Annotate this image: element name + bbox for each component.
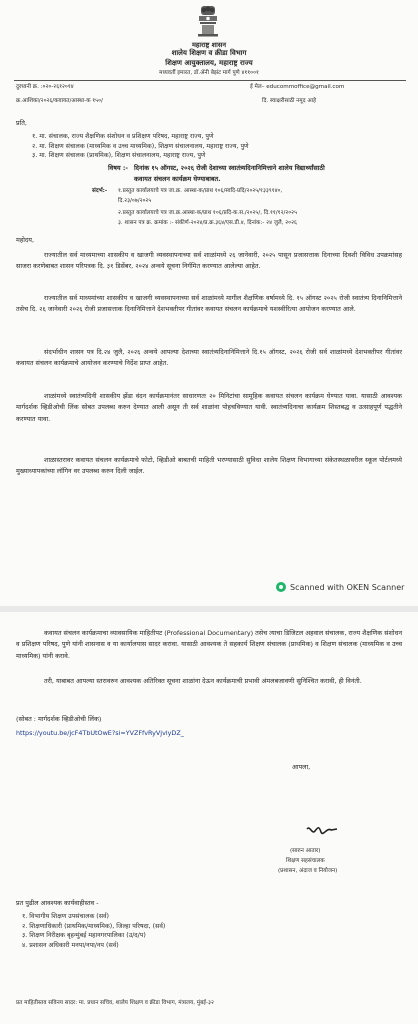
reference-label: संदर्भ:- bbox=[92, 188, 108, 194]
copy-list bbox=[22, 912, 165, 950]
closing-aapla: आपला, bbox=[292, 763, 311, 771]
reference-number: क्र.आशिका/२०२६/कवायत/आस्था-क १५०/ bbox=[16, 98, 103, 104]
signature-icon bbox=[305, 823, 339, 839]
subject-line-1: दिनांक १५ ऑगस्ट, २०२६ रोजी देशाच्या स्वातंत्र्यदिनानिमित्ताने शालेय विद्यार्थ्यांसाठी bbox=[134, 164, 325, 172]
header-divider bbox=[14, 80, 406, 81]
recipient-list bbox=[32, 132, 249, 161]
recipient-item: २. मा. शिक्षण संचालक (माध्यमिक व उच्च माध्यमिक), शिक्षण संचालनालय, महाराष्ट्र राज्य, पुणे bbox=[32, 142, 249, 150]
letterhead-line-2: शालेय शिक्षण व क्रीडा विभाग bbox=[171, 49, 247, 57]
scanner-logo-icon bbox=[276, 582, 286, 592]
scanner-watermark bbox=[276, 582, 404, 592]
paragraph-4: शाळांमध्ये स्वातंत्र्यदिनी शासकीय झेंडा वंदन कार्यक्रमानंतर साधारणतः २० मिनिटांचा सामूहिक कवायत संचलन कार्यक्रम घेण्यात यावा. यासाठी आवश्यक मार्गदर्शक व्हिडीओची लिंक सोबत उपलब्ध करुन देण्यात आली असून ती सर्व शाळांना पोहचविण्यात यावी. स्वातंत्र्यदिनाचा कार्यक्रम शिस्तबद्ध व उत्साहपूर्ण पद्धतीने करण्यात यावा. bbox=[16, 392, 402, 423]
subject-label: विषय :- bbox=[108, 164, 129, 172]
page2-paragraph-1: कवायत संचलन कार्यक्रमाचा व्यावसायिक माहितीपट (Professional Documentary) तसेच त्याचा डिजिटल अहवाल संचालक, राज्य शैक्षणिक संशोधन व प्रशिक्षण परिषद, पुणे यांनी शासनास व या कार्यालयास सादर करावा. यासाठी आवश्यक ते सहकार्य शिक्षण संचालक (प्राथमिक) व शिक्षण संचालक (माध्यमिक व उच्च माध्यमिक) यांनी करावे. bbox=[16, 629, 403, 660]
paragraph-5: शाळास्तरावर कवायत संचलन कार्यक्रमाचे फोटो, व्हिडीओ बाबतची माहिती भरण्यासाठी सुविधा शालेय शिक्षण विभागाच्या संकेतस्थळावरील स्कूल पोर्टलमध्ये मुख्याध्यापकांच्या लॉगिन वर उपलब्ध करुन दिली जाईल. bbox=[16, 456, 402, 476]
reference-item: २.प्रस्तुत कार्यालयाचे पत्र जा.क्र.आस्था-क/प्राथ १०६/प्रदि-क.स./२०२५/, दि.११/१२/२०२५ bbox=[118, 210, 297, 216]
recipient-item: १. मा. संचालक, राज्य शैक्षणिक संशोधन व प्रशिक्षण परिषद, महाराष्ट्र राज्य, पुणे bbox=[32, 133, 214, 140]
reference-item: १.प्रस्तुत कार्यालयाचे पत्र जा.क्र. आस्था-क/प्राथ १०६/स्वदि-प्रदि/२०२५/१३३९१४०, bbox=[118, 188, 283, 194]
phone-number: दुरध्वनी क्र. :०२०-२६१२०१४ bbox=[16, 84, 74, 90]
recipient-item: ३. मा. शिक्षण संचालक (प्राथमिक), शिक्षण संचालनालय, महाराष्ट्र राज्य, पुणे bbox=[32, 152, 206, 159]
letterhead-line-1: महाराष्ट्र शासन bbox=[191, 41, 226, 49]
signatory-department: (प्रशासन, अंदाज व नियोजन) bbox=[278, 868, 338, 874]
scanner-text: Scanned with OKEN Scanner bbox=[290, 582, 405, 592]
prati-label: प्रति, bbox=[16, 119, 27, 127]
subject-line-2: कवायत संचलन कार्यक्रम घेण्याबाबत. bbox=[134, 175, 221, 183]
copy-item: २. शिक्षणाधिकारी (प्राथमिक/माध्यमिक), जिल्हा परिषदा, (सर्व) bbox=[22, 922, 166, 930]
salutation: महोदय, bbox=[16, 236, 35, 244]
reference-item: दि.२३/०७/२०२५ bbox=[118, 198, 152, 204]
info-copy: प्रत माहितीस्तव सविनय सादर: मा. प्रधान सचिव, शालेय शिक्षण व क्रीडा विभाग, मंत्रालय, मुंबई-३२ bbox=[16, 1000, 214, 1006]
signatory-title: शिक्षण सहसंचालक bbox=[286, 858, 325, 864]
letter-page-2 bbox=[0, 612, 418, 1024]
signatory-name: (सारुन आतार) bbox=[290, 848, 321, 854]
copy-item: ३. शिक्षण निरीक्षक बृहन्मुंबई महानगरपालिका (उ/द/प) bbox=[22, 932, 146, 939]
copy-item: १. विभागीय शिक्षण उपसंचालक (सर्व) bbox=[22, 913, 109, 920]
attachment-note: (सोबत : मार्गदर्शक व्हिडीओची लिंक) bbox=[16, 715, 102, 723]
state-emblem-icon bbox=[196, 4, 220, 38]
page2-paragraph-2: तरी, याबाबत आपल्या स्तरावरुन आवश्यक अतिरिक्त सूचना शाळांना देऊन कार्यक्रमाची प्रभावी अंमलबजावणी सुनिश्चित करावी, ही विनंती. bbox=[44, 677, 362, 685]
paragraph-2: राज्यातील सर्व माध्यमांच्या शासकीय व खाजगी व्यवस्थापनाच्या सर्व शाळांमध्ये मागील शैक्षणिक वर्षामध्ये दि. १५ ऑगस्ट २०२५ रोजी स्वातंत्र्य दिनानिमित्ताने तसेच दि. २६ जानेवारी २०२६ रोजी प्रजासत्ताक दिनानिमित्ताने देशभक्तीपर गीतांवर कवायत संचलन कार्यक्रमाचे यशस्वीरित्या आयोजन करण्यात आले. bbox=[16, 294, 402, 314]
letterhead-address: मध्यवर्ती इमारत, डॉ.ॲनी बेझंट मार्ग पुणे ४११००१ bbox=[159, 70, 259, 76]
paragraph-1: राज्यातील सर्व माध्यमाच्या शासकीय व खाजगी व्यवस्थापनाच्या सर्व शाळांमध्ये २६ जानेवारी, २०२५ पासून प्रजासत्ताक दिनाच्या दिवशी विविध उपक्रमांसह साजरा करणेबाबत शासन परिपत्रक दि. ३१ डिसेंबर, २०२४ अन्वये सूचना निर्गमित करण्यात आलेल्या आहेत. bbox=[16, 251, 402, 271]
paragraph-3: संदर्भाधीन शासन पत्र दि.२४ जुलै, २०२६ अन्वये आपल्या देशाच्या स्वातंत्र्यदिनानिमित्ताने दि.१५ ऑगस्ट, २०२६ रोजी सर्व शाळांमध्ये देशभक्तीपर गीतांवर कवायत संचलन कार्यक्रमाचे आयोजन करण्याचे निर्देश प्राप्त आहेत. bbox=[16, 348, 402, 368]
letter-date: दि. स्वाक्षरीसाठी नमूद आहे bbox=[262, 98, 317, 104]
copy-item: ४. प्रशासन अधिकारी मनपा/नपा/नप (सर्व) bbox=[22, 941, 119, 949]
video-link[interactable]: https://youtu.be/jcF4TbUtOwE?si=YVZFfvRyVjvlyDZ_ bbox=[16, 729, 184, 737]
reference-item: ३. शासन पत्र क्र. क्रमांक :- संकीर्ण-२०२४/प्र.क्र.३६४/एस.डी.४, दिनांक:- २४ जुलै, २०२६ bbox=[118, 220, 297, 226]
letterhead-line-3: शिक्षण आयुक्तालय, महाराष्ट्र राज्य bbox=[165, 59, 253, 67]
email-address: ई मेल– educommoffice@gmail.com bbox=[250, 84, 345, 90]
copy-label: प्रत पुढील आवश्यक कार्यवाहीस्तव - bbox=[16, 899, 99, 907]
